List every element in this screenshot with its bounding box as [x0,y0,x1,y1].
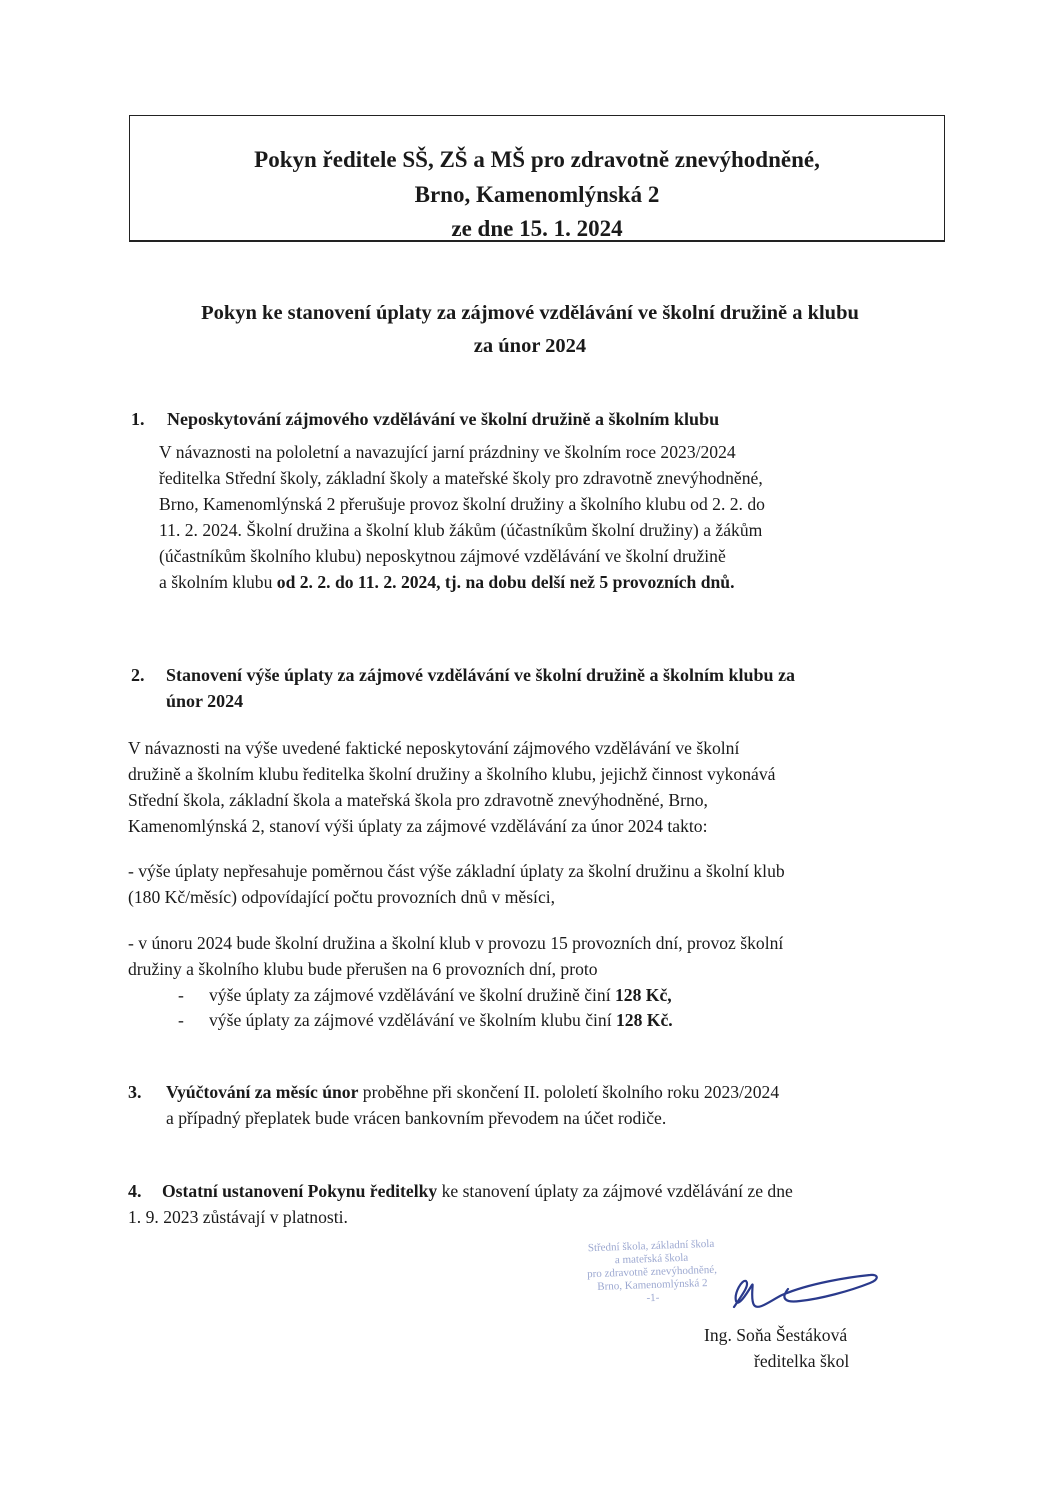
bullet-amount: 128 Kč. [615,1010,673,1030]
section2-para1-line: Střední škola, základní škola a mateřská škola pro zdravotně znevýhodněné, Brno, [128,790,708,810]
section3-line2: a případný přeplatek bude vrácen bankovním převodem na účet rodiče. [166,1108,667,1128]
section2-para1-line: Kamenomlýnská 2, stanoví výši úplaty za zájmové vzdělávání za únor 2024 takto: [128,816,708,836]
section2-para3-line: družiny a školního klubu bude přerušen na 6 provozních dní, proto [128,959,598,979]
document-title-line2: za únor 2024 [473,335,587,357]
section2-para1-line: V návaznosti na výše uvedené faktické neposkytování zájmového vzdělávání ve školní [128,738,740,758]
section4-bold: Ostatní ustanovení Pokynu ředitelky [162,1181,438,1201]
section4-text1: ke stanovení úplaty za zájmové vzdělávání ze dne [437,1181,793,1201]
stamp-line: pro zdravotně znevýhodněné, [586,1263,718,1281]
section2-heading-line2: únor 2024 [166,691,244,711]
section4-number: 4. [128,1181,142,1201]
stamp-line: Brno, Kamenomlýnská 2 [597,1277,708,1293]
section4-line2: 1. 9. 2023 zůstávají v platnosti. [128,1207,348,1227]
section2-para3-line: - v únoru 2024 bude školní družina a školní klub v provozu 15 provozních dní, provoz školní [128,933,784,953]
section1-last-plain: a školním klubu [159,572,277,592]
bullet-item [209,1007,673,1033]
section1-line: V návaznosti na pololetní a navazující jarní prázdniny ve školním roce 2023/2024 [159,442,736,462]
header-title-line2: Brno, Kamenomlýnská 2 [414,182,660,207]
section2-heading-line1: Stanovení výše úplaty za zájmové vzdělávání ve školní družině a školním klubu za [166,665,796,685]
section3-number: 3. [128,1082,142,1102]
school-stamp [561,1237,743,1308]
section1-line: (účastníkům školního klubu) neposkytnou zájmové vzdělávání ve školní družině [159,546,726,566]
bullet-dash: - [178,985,184,1005]
section3-line1 [166,1079,779,1105]
stamp-line: -1- [646,1291,660,1305]
handwritten-signature [720,1255,890,1320]
section3-bold: Vyúčtování za měsíc únor [166,1082,359,1102]
section1-heading: Neposkytování zájmového vzdělávání ve školní družině a školním klubu [167,409,720,429]
bullet-text: výše úplaty za zájmové vzdělávání ve školní družině činí [209,985,615,1005]
stamp-line: Střední škola, základní škola [587,1237,715,1255]
section2-para2-line: - výše úplaty nepřesahuje poměrnou část výše základní úplaty za školní družinu a školní klub [128,861,785,881]
bullet-item [209,982,672,1008]
section1-number: 1. [131,409,145,429]
section1-last-bold: od 2. 2. do 11. 2. 2024, tj. na dobu delší než 5 provozních dnů. [276,572,735,592]
section1-line: Brno, Kamenomlýnská 2 přerušuje provoz školní družiny a školního klubu od 2. 2. do [159,494,765,514]
header-title-line1: Pokyn ředitele SŠ, ZŠ a MŠ pro zdravotně znevýhodněné, [254,147,820,172]
bullet-amount: 128 Kč, [614,985,672,1005]
section1-line: 11. 2. 2024. Školní družina a školní klub žákům (účastníkům školní družiny) a žákům [159,520,763,540]
signer-name: Ing. Soňa Šestáková [704,1325,848,1345]
bullet-text: výše úplaty za zájmové vzdělávání ve školním klubu činí [209,1010,616,1030]
stamp-line: a mateřská škola [614,1251,689,1267]
section2-number: 2. [131,665,145,685]
section4-line1 [162,1178,793,1204]
section3-text1: proběhne při skončení II. pololetí školního roku 2023/2024 [358,1082,780,1102]
signer-role: ředitelka škol [754,1351,850,1371]
section1-last-line [159,569,734,595]
document-title-line1: Pokyn ke stanovení úplaty za zájmové vzdělávání ve školní družině a klubu [201,302,859,324]
section1-line: ředitelka Střední školy, základní školy a mateřské školy pro zdravotně znevýhodněné, [159,468,763,488]
section2-para1-line: družině a školním klubu ředitelka školní družiny a školního klubu, jejichž činnost vykonává [128,764,776,784]
section2-para2-line: (180 Kč/měsíc) odpovídající počtu provozních dnů v měsíci, [128,887,556,907]
bullet-dash: - [178,1010,184,1030]
header-date: ze dne 15. 1. 2024 [451,216,623,241]
